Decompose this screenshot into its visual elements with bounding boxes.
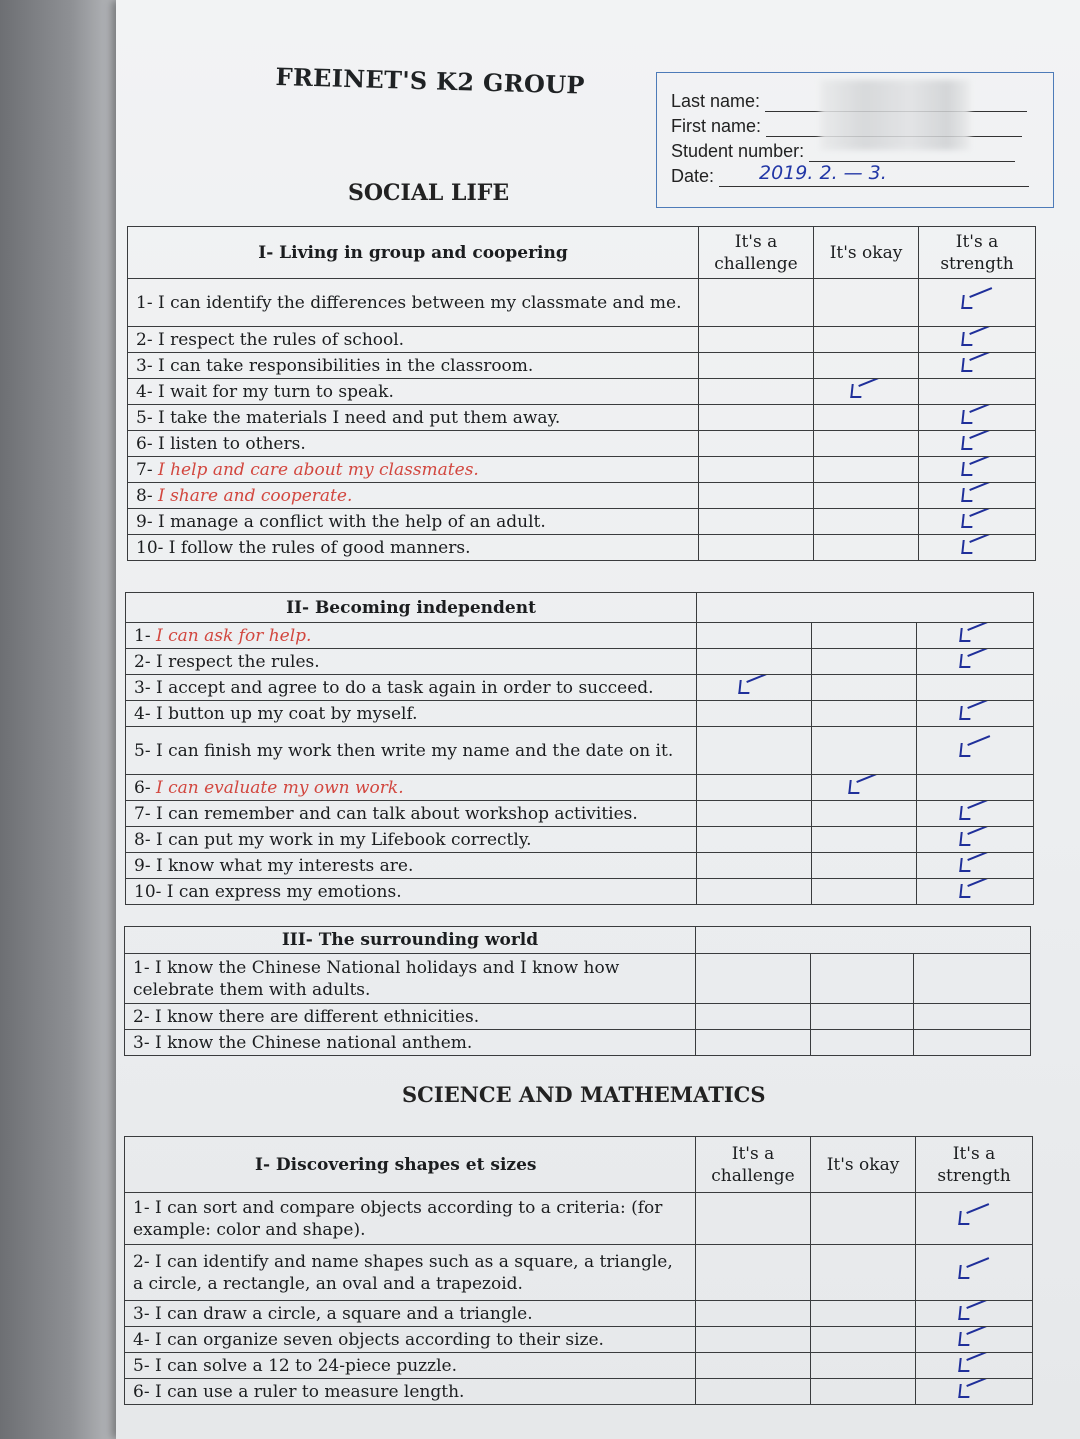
okay-cell[interactable] bbox=[814, 535, 919, 561]
column-okay: It's okay bbox=[814, 227, 919, 279]
challenge-cell[interactable] bbox=[699, 327, 814, 353]
strength-cell[interactable] bbox=[916, 1301, 1033, 1327]
strength-cell[interactable] bbox=[917, 827, 1034, 853]
table-heading: III- The surrounding world bbox=[125, 927, 696, 954]
document-title: FREINET'S K2 GROUP bbox=[275, 62, 586, 100]
table-row bbox=[125, 954, 1031, 1004]
statement-number: 8- bbox=[136, 485, 158, 506]
column-okay: It's okay bbox=[811, 1137, 916, 1193]
first-name-label: First name: bbox=[671, 116, 762, 136]
table-row bbox=[125, 1193, 1033, 1245]
challenge-cell[interactable] bbox=[697, 675, 812, 701]
challenge-cell[interactable] bbox=[696, 1327, 811, 1353]
statement-cell bbox=[125, 1379, 696, 1405]
statement-cell bbox=[128, 431, 699, 457]
statement-text: 5- I take the materials I need and put them away. bbox=[136, 407, 561, 428]
challenge-cell[interactable] bbox=[697, 801, 812, 827]
strength-cell[interactable] bbox=[917, 649, 1034, 675]
challenge-cell[interactable] bbox=[699, 353, 814, 379]
date-field[interactable] bbox=[719, 162, 1029, 187]
table-heading: I- Discovering shapes et sizes bbox=[125, 1137, 696, 1193]
okay-cell[interactable] bbox=[814, 279, 919, 327]
statement-cell bbox=[128, 483, 699, 509]
okay-cell[interactable] bbox=[811, 1301, 916, 1327]
table-row bbox=[126, 827, 1034, 853]
statement-text: 4- I button up my coat by myself. bbox=[134, 703, 418, 724]
date-label: Date: bbox=[671, 166, 715, 186]
statement-text: 8- I can put my work in my Lifebook correctly. bbox=[134, 829, 532, 850]
table-row bbox=[125, 1030, 1031, 1056]
checkmark-icon bbox=[957, 1306, 991, 1322]
statement-text: I can evaluate my own work. bbox=[155, 777, 404, 798]
statement-number: 6- bbox=[134, 777, 156, 798]
statement-cell bbox=[126, 727, 697, 775]
statement-cell bbox=[128, 509, 699, 535]
checkmark-icon bbox=[737, 680, 771, 696]
okay-cell[interactable] bbox=[812, 801, 917, 827]
date-value: 2019. 2. — 3. bbox=[759, 162, 887, 184]
checkmark-icon bbox=[957, 1384, 991, 1400]
checkmark-icon bbox=[957, 1332, 991, 1348]
table-row bbox=[126, 775, 1034, 801]
table-row bbox=[125, 1379, 1033, 1405]
checkmark-icon bbox=[960, 514, 994, 530]
table-row bbox=[125, 1004, 1031, 1030]
okay-cell[interactable] bbox=[814, 327, 919, 353]
okay-cell[interactable] bbox=[812, 623, 917, 649]
strength-cell[interactable] bbox=[919, 509, 1036, 535]
statement-text: 3- I accept and agree to do a task again in order to succeed. bbox=[134, 677, 654, 698]
statement-cell bbox=[128, 457, 699, 483]
statement-text: 10- I follow the rules of good manners. bbox=[136, 537, 471, 558]
strength-cell[interactable] bbox=[917, 623, 1034, 649]
statement-cell bbox=[128, 405, 699, 431]
strength-cell[interactable] bbox=[914, 1030, 1031, 1056]
strength-cell[interactable] bbox=[914, 954, 1031, 1004]
statement-text: 2- I respect the rules. bbox=[134, 651, 320, 672]
table-row bbox=[128, 379, 1036, 405]
challenge-cell[interactable] bbox=[697, 727, 812, 775]
statement-cell bbox=[126, 701, 697, 727]
statement-text: 4- I wait for my turn to speak. bbox=[136, 381, 394, 402]
checkmark-icon bbox=[957, 1211, 991, 1227]
column-strength: It's a strength bbox=[916, 1137, 1033, 1193]
header-blank bbox=[696, 927, 1031, 954]
statement-cell bbox=[125, 1353, 696, 1379]
strength-cell[interactable] bbox=[917, 801, 1034, 827]
statement-text: 1- I can identify the differences between my classmate and me. bbox=[136, 292, 682, 313]
last-name-label: Last name: bbox=[671, 91, 761, 111]
okay-cell[interactable] bbox=[812, 827, 917, 853]
statement-cell bbox=[126, 853, 697, 879]
checkmark-icon bbox=[847, 780, 881, 796]
table-header-row bbox=[126, 593, 1034, 623]
strength-cell[interactable] bbox=[916, 1193, 1033, 1245]
challenge-cell[interactable] bbox=[699, 405, 814, 431]
statement-text: I help and care about my classmates. bbox=[157, 459, 479, 480]
table-row bbox=[128, 509, 1036, 535]
strength-cell[interactable] bbox=[919, 353, 1036, 379]
statement-number: 1- bbox=[134, 625, 156, 646]
okay-cell[interactable] bbox=[812, 879, 917, 905]
challenge-cell[interactable] bbox=[696, 1301, 811, 1327]
okay-cell[interactable] bbox=[812, 649, 917, 675]
table-heading: II- Becoming independent bbox=[126, 593, 697, 623]
table-row bbox=[125, 1327, 1033, 1353]
column-strength: It's a strength bbox=[919, 227, 1036, 279]
statement-cell bbox=[128, 279, 699, 327]
checkmark-icon bbox=[958, 654, 992, 670]
checkmark-icon bbox=[960, 540, 994, 556]
statement-text: 2- I know there are different ethnicities. bbox=[133, 1006, 480, 1027]
statement-number: 7- bbox=[136, 459, 158, 480]
challenge-cell[interactable] bbox=[697, 853, 812, 879]
header-blank bbox=[697, 593, 1034, 623]
column-challenge: It's a challenge bbox=[699, 227, 814, 279]
challenge-cell[interactable] bbox=[699, 457, 814, 483]
challenge-cell[interactable] bbox=[697, 649, 812, 675]
surrounding-world-table bbox=[124, 926, 1031, 1056]
checkmark-icon bbox=[957, 1265, 991, 1281]
statement-text: 2- I respect the rules of school. bbox=[136, 329, 405, 350]
strength-cell[interactable] bbox=[919, 379, 1036, 405]
statement-cell bbox=[126, 801, 697, 827]
challenge-cell[interactable] bbox=[699, 535, 814, 561]
statement-cell bbox=[126, 675, 697, 701]
checkmark-icon bbox=[960, 332, 994, 348]
okay-cell[interactable] bbox=[812, 775, 917, 801]
checkmark-icon bbox=[958, 628, 992, 644]
statement-cell bbox=[125, 1030, 696, 1056]
okay-cell[interactable] bbox=[814, 431, 919, 457]
okay-cell[interactable] bbox=[814, 483, 919, 509]
strength-cell[interactable] bbox=[919, 431, 1036, 457]
strength-cell[interactable] bbox=[917, 675, 1034, 701]
statement-cell bbox=[125, 1193, 696, 1245]
date-line bbox=[671, 162, 1029, 190]
section-title-social-life: SOCIAL LIFE bbox=[348, 180, 510, 206]
strength-cell[interactable] bbox=[916, 1327, 1033, 1353]
statement-text: 3- I can take responsibilities in the classroom. bbox=[136, 355, 534, 376]
challenge-cell[interactable] bbox=[699, 509, 814, 535]
okay-cell[interactable] bbox=[811, 1030, 914, 1056]
strength-cell[interactable] bbox=[919, 327, 1036, 353]
okay-cell[interactable] bbox=[811, 1353, 916, 1379]
strength-cell[interactable] bbox=[919, 535, 1036, 561]
strength-cell[interactable] bbox=[916, 1245, 1033, 1301]
table-row bbox=[125, 1301, 1033, 1327]
checkmark-icon bbox=[960, 436, 994, 452]
strength-cell[interactable] bbox=[914, 1004, 1031, 1030]
checkmark-icon bbox=[958, 832, 992, 848]
table-row bbox=[128, 535, 1036, 561]
statement-cell bbox=[128, 327, 699, 353]
checkmark-icon bbox=[958, 743, 992, 759]
challenge-cell[interactable] bbox=[699, 431, 814, 457]
table-row bbox=[128, 483, 1036, 509]
statement-text: I can ask for help. bbox=[155, 625, 312, 646]
statement-text: 5- I can finish my work then write my name and the date on it. bbox=[134, 740, 674, 761]
challenge-cell[interactable] bbox=[696, 1379, 811, 1405]
statement-cell bbox=[128, 535, 699, 561]
challenge-cell[interactable] bbox=[696, 1193, 811, 1245]
table-row bbox=[128, 353, 1036, 379]
strength-cell[interactable] bbox=[917, 853, 1034, 879]
statement-cell bbox=[125, 1327, 696, 1353]
statement-text: 3- I know the Chinese national anthem. bbox=[133, 1032, 473, 1053]
column-challenge: It's a challenge bbox=[696, 1137, 811, 1193]
okay-cell[interactable] bbox=[811, 1379, 916, 1405]
table-header-row bbox=[125, 927, 1031, 954]
statement-cell bbox=[125, 1301, 696, 1327]
checkmark-icon bbox=[960, 295, 994, 311]
challenge-cell[interactable] bbox=[697, 623, 812, 649]
challenge-cell[interactable] bbox=[696, 1353, 811, 1379]
okay-cell[interactable] bbox=[811, 954, 914, 1004]
table-row bbox=[125, 1353, 1033, 1379]
strength-cell[interactable] bbox=[919, 457, 1036, 483]
becoming-independent-table bbox=[125, 592, 1034, 905]
okay-cell[interactable] bbox=[814, 405, 919, 431]
checkmark-icon bbox=[958, 806, 992, 822]
statement-cell bbox=[126, 623, 697, 649]
table-row bbox=[126, 879, 1034, 905]
statement-text: I share and cooperate. bbox=[157, 485, 353, 506]
challenge-cell[interactable] bbox=[699, 379, 814, 405]
okay-cell[interactable] bbox=[814, 509, 919, 535]
okay-cell[interactable] bbox=[812, 853, 917, 879]
statement-text: 4- I can organize seven objects according to their size. bbox=[133, 1329, 604, 1350]
statement-cell bbox=[125, 1004, 696, 1030]
statement-cell bbox=[128, 379, 699, 405]
checkmark-icon bbox=[849, 384, 883, 400]
statement-cell bbox=[128, 353, 699, 379]
checkmark-icon bbox=[960, 488, 994, 504]
table-row bbox=[126, 801, 1034, 827]
checkmark-icon bbox=[960, 410, 994, 426]
checkmark-icon bbox=[960, 358, 994, 374]
living-in-group-table bbox=[127, 226, 1036, 561]
student-number-label: Student number: bbox=[671, 141, 805, 161]
strength-cell[interactable] bbox=[917, 775, 1034, 801]
statement-cell bbox=[125, 1245, 696, 1301]
table-row bbox=[125, 1245, 1033, 1301]
statement-text: 6- I listen to others. bbox=[136, 433, 306, 454]
statement-text: 1- I know the Chinese National holidays and I know how celebrate them with adults. bbox=[133, 957, 620, 1000]
challenge-cell[interactable] bbox=[697, 827, 812, 853]
challenge-cell[interactable] bbox=[696, 954, 811, 1004]
challenge-cell[interactable] bbox=[699, 483, 814, 509]
challenge-cell[interactable] bbox=[696, 1245, 811, 1301]
checkmark-icon bbox=[958, 706, 992, 722]
table-row bbox=[128, 405, 1036, 431]
challenge-cell[interactable] bbox=[697, 879, 812, 905]
statement-text: 9- I know what my interests are. bbox=[134, 855, 414, 876]
okay-cell[interactable] bbox=[814, 457, 919, 483]
strength-cell[interactable] bbox=[919, 405, 1036, 431]
challenge-cell[interactable] bbox=[696, 1030, 811, 1056]
statement-text: 10- I can express my emotions. bbox=[134, 881, 402, 902]
section-title-science: SCIENCE AND MATHEMATICS bbox=[402, 1082, 766, 1107]
table-row bbox=[128, 431, 1036, 457]
statement-text: 9- I manage a conflict with the help of an adult. bbox=[136, 511, 546, 532]
table-row bbox=[126, 853, 1034, 879]
okay-cell[interactable] bbox=[812, 727, 917, 775]
okay-cell[interactable] bbox=[814, 353, 919, 379]
challenge-cell[interactable] bbox=[697, 701, 812, 727]
statement-text: 1- I can sort and compare objects according to a criteria: (for example: color and shape). bbox=[133, 1197, 663, 1240]
challenge-cell[interactable] bbox=[697, 775, 812, 801]
table-row bbox=[126, 675, 1034, 701]
strength-cell[interactable] bbox=[916, 1353, 1033, 1379]
okay-cell[interactable] bbox=[811, 1245, 916, 1301]
checkmark-icon bbox=[960, 462, 994, 478]
strength-cell[interactable] bbox=[917, 727, 1034, 775]
shapes-and-sizes-table bbox=[124, 1136, 1033, 1405]
table-row bbox=[126, 701, 1034, 727]
statement-cell bbox=[125, 954, 696, 1004]
okay-cell[interactable] bbox=[812, 701, 917, 727]
table-row bbox=[126, 727, 1034, 775]
statement-text: 3- I can draw a circle, a square and a triangle. bbox=[133, 1303, 533, 1324]
strength-cell[interactable] bbox=[917, 701, 1034, 727]
statement-cell bbox=[126, 879, 697, 905]
table-row bbox=[128, 279, 1036, 327]
statement-text: 2- I can identify and name shapes such as a square, a triangle, a circle, a rectangle, an oval and a trapezoid. bbox=[133, 1251, 673, 1294]
binder-spine bbox=[0, 0, 118, 1439]
challenge-cell[interactable] bbox=[696, 1004, 811, 1030]
checkmark-icon bbox=[958, 884, 992, 900]
redacted-name-area bbox=[820, 80, 970, 150]
checkmark-icon bbox=[958, 858, 992, 874]
table-row bbox=[126, 623, 1034, 649]
table-row bbox=[128, 327, 1036, 353]
statement-cell bbox=[126, 649, 697, 675]
statement-text: 6- I can use a ruler to measure length. bbox=[133, 1381, 465, 1402]
strength-cell[interactable] bbox=[917, 879, 1034, 905]
table-row bbox=[126, 649, 1034, 675]
table-row bbox=[128, 457, 1036, 483]
strength-cell[interactable] bbox=[919, 279, 1036, 327]
strength-cell[interactable] bbox=[919, 483, 1036, 509]
statement-cell bbox=[126, 775, 697, 801]
checkmark-icon bbox=[957, 1358, 991, 1374]
table-header-row bbox=[125, 1137, 1033, 1193]
strength-cell[interactable] bbox=[916, 1379, 1033, 1405]
okay-cell[interactable] bbox=[811, 1327, 916, 1353]
okay-cell[interactable] bbox=[811, 1193, 916, 1245]
okay-cell[interactable] bbox=[814, 379, 919, 405]
statement-text: 5- I can solve a 12 to 24-piece puzzle. bbox=[133, 1355, 457, 1376]
statement-cell bbox=[126, 827, 697, 853]
table-heading: I- Living in group and coopering bbox=[128, 227, 699, 279]
table-header-row bbox=[128, 227, 1036, 279]
challenge-cell[interactable] bbox=[699, 279, 814, 327]
okay-cell[interactable] bbox=[811, 1004, 914, 1030]
okay-cell[interactable] bbox=[812, 675, 917, 701]
statement-text: 7- I can remember and can talk about workshop activities. bbox=[134, 803, 638, 824]
